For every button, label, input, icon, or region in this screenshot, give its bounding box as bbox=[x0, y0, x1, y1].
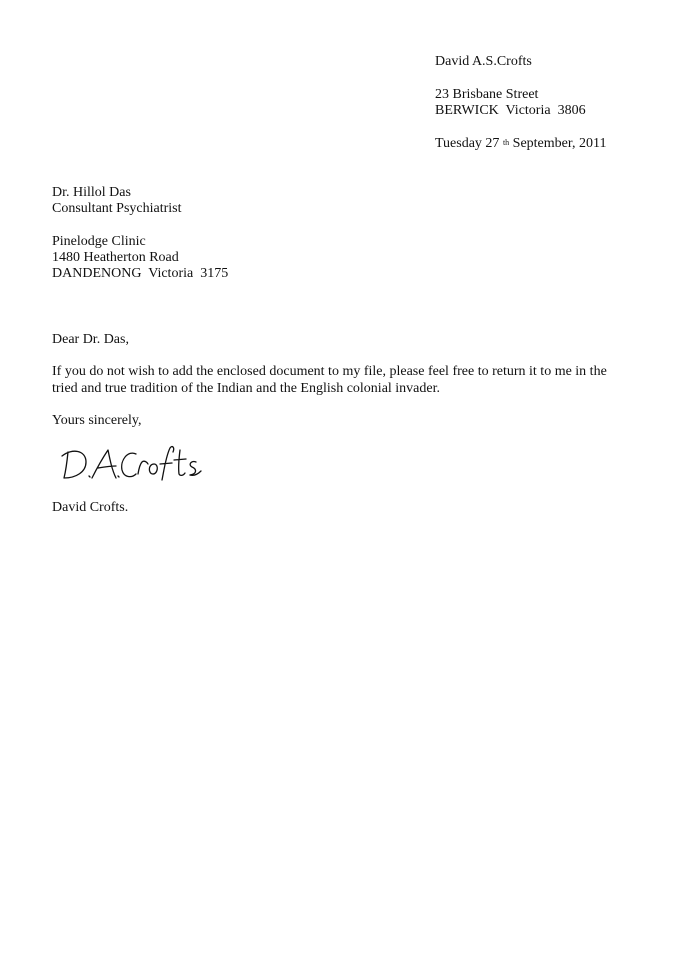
sender-name: David A.S.Crofts bbox=[435, 54, 532, 69]
sender-street: 23 Brisbane Street bbox=[435, 87, 539, 102]
recipient-name: Dr. Hillol Das bbox=[52, 185, 131, 200]
date-rest: September, 2011 bbox=[512, 136, 607, 151]
recipient-state: Victoria bbox=[148, 266, 194, 281]
sender-city-line bbox=[435, 103, 586, 119]
recipient-city: DANDENONG bbox=[52, 266, 142, 281]
sender-state: Victoria bbox=[505, 103, 551, 118]
recipient-city-line bbox=[52, 266, 228, 282]
body-line-1: If you do not wish to add the enclosed document to my file, please feel free to return it to me in the bbox=[52, 364, 607, 379]
body-line-2: tried and true tradition of the Indian and the English colonial invader. bbox=[52, 381, 441, 396]
date-suffix: th bbox=[502, 138, 510, 147]
salutation: Dear Dr. Das, bbox=[52, 332, 129, 347]
signoff-name: David Crofts. bbox=[52, 500, 129, 515]
closing: Yours sincerely, bbox=[52, 413, 142, 428]
recipient-postcode: 3175 bbox=[200, 266, 229, 281]
recipient-organization: Pinelodge Clinic bbox=[52, 234, 146, 249]
signature-image bbox=[58, 440, 218, 488]
recipient-title: Consultant Psychiatrist bbox=[52, 201, 182, 216]
recipient-street: 1480 Heatherton Road bbox=[52, 250, 179, 265]
date-weekday: Tuesday 27 bbox=[435, 136, 500, 151]
letter-date bbox=[435, 136, 606, 152]
sender-city: BERWICK bbox=[435, 103, 499, 118]
sender-postcode: 3806 bbox=[557, 103, 586, 118]
